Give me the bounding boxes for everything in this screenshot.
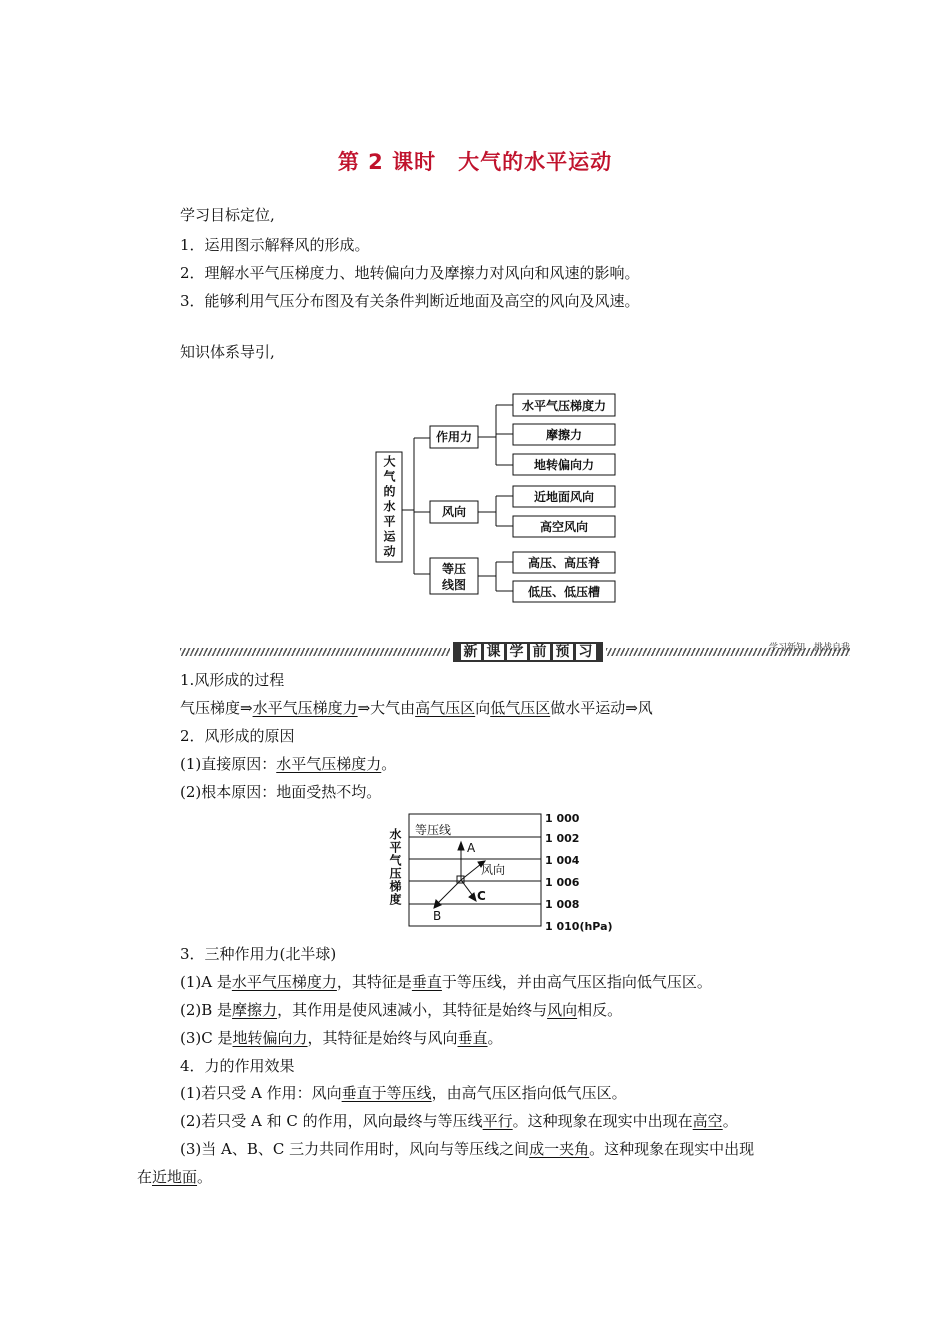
outline-leaf: 摩擦力: [545, 428, 583, 442]
banner-char: 课: [484, 644, 504, 660]
outline-heading: 知识体系导引,: [180, 343, 275, 361]
section3-line: (3)C 是地转偏向力，其特征是始终与风向垂直。: [180, 1029, 503, 1047]
section1-paragraph: 气压梯度⇒水平气压梯度力⇒大气由高气压区向低气压区做水平运动⇒风: [180, 699, 653, 717]
section4-line: (1)若只受 A 作用：风向垂直于等压线，由高气压区指向低气压区。: [180, 1084, 627, 1102]
section4-line: 在近地面。: [137, 1168, 213, 1186]
isobar-figure: [385, 808, 615, 936]
arrow-b-label: B: [433, 909, 442, 923]
banner-char: 预: [553, 644, 573, 660]
outline-leaf: 水平气压梯度力: [521, 399, 607, 413]
section-banner: [180, 640, 850, 664]
section4-line: (2)若只受 A 和 C 的作用，风向最终与等压线平行。这种现象在现实中出现在高空。: [180, 1112, 738, 1130]
pressure-value: 1 002: [545, 832, 580, 845]
goal-item: 2．理解水平气压梯度力、地转偏向力及摩擦力对风向和风速的影响。: [180, 264, 640, 282]
pressure-value: 1 010(hPa): [545, 920, 613, 933]
isobar-side-label: 水平气压梯度: [388, 828, 402, 906]
section3-line: (1)A 是水平气压梯度力，其特征是垂直于等压线，并由高气压区指向低气压区。: [180, 973, 712, 991]
section2-line: (2)根本原因：地面受热不均。: [180, 783, 382, 801]
banner-char: 新: [461, 644, 481, 660]
pressure-value: 1 006: [545, 876, 580, 889]
banner-title-box: [453, 642, 603, 662]
isobar-label: 等压线: [415, 823, 452, 837]
arrow-a-label: A: [467, 841, 476, 855]
arrow-c-label: C: [477, 889, 486, 903]
section3-line: (2)B 是摩擦力，其作用是使风速减小，其特征是始终与风向相反。: [180, 1001, 623, 1019]
pressure-value: 1 004: [545, 854, 580, 867]
outline-leaf: 低压、低压槽: [527, 585, 601, 599]
pressure-value: 1 000: [545, 812, 580, 825]
goals-heading: 学习目标定位,: [180, 206, 275, 224]
section1-heading: 1.风形成的过程: [180, 671, 285, 689]
outline-leaf: 地转偏向力: [533, 458, 595, 472]
knowledge-outline-diagram: [370, 388, 630, 608]
banner-hatch-left: [180, 648, 450, 656]
outline-root-label: 大气的水平运动: [382, 454, 396, 560]
goal-item: 1．运用图示解释风的形成。: [180, 236, 370, 254]
banner-note: 学习新知 挑战自我: [768, 643, 850, 653]
section4-heading: 4．力的作用效果: [180, 1057, 295, 1075]
outline-branch-label: 风向: [441, 505, 467, 519]
page-title: 第 2 课时 大气的水平运动: [337, 150, 613, 174]
section4-line: (3)当 A、B、C 三力共同作用时，风向与等压线之间成一夹角。这种现象在现实中出现: [180, 1140, 755, 1158]
banner-char: 习: [576, 644, 596, 660]
outline-leaf: 近地面风向: [533, 490, 595, 504]
outline-leaf: 高压、高压脊: [527, 556, 601, 570]
section3-heading: 3．三种作用力(北半球): [180, 945, 337, 963]
pressure-value: 1 008: [545, 898, 580, 911]
goal-item: 3．能够利用气压分布图及有关条件判断近地面及高空的风向及风速。: [180, 292, 640, 310]
section2-line: (1)直接原因：水平气压梯度力。: [180, 755, 397, 773]
outline-branch-label: 作用力: [435, 430, 473, 444]
section2-heading: 2．风形成的原因: [180, 727, 295, 745]
outline-leaf: 高空风向: [539, 520, 589, 534]
outline-branch-label-line1: 等压: [441, 562, 467, 576]
outline-branch-label-line2: 线图: [441, 578, 467, 592]
banner-char: 学: [507, 644, 527, 660]
wind-direction-label: 风向: [481, 863, 506, 877]
banner-char: 前: [530, 644, 550, 660]
